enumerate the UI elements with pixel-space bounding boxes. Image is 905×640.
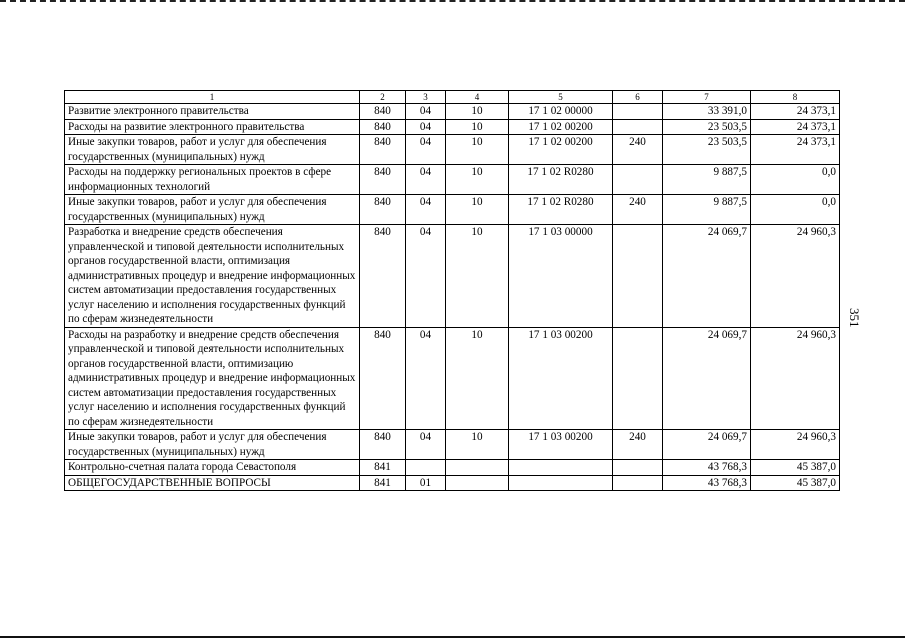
col3-cell: 04 — [406, 327, 446, 430]
col2-cell: 840 — [360, 165, 406, 195]
col8-cell: 24 960,3 — [751, 327, 840, 430]
col3-cell: 04 — [406, 104, 446, 120]
col6-cell — [613, 475, 663, 491]
col5-cell: 17 1 03 00200 — [509, 327, 613, 430]
col2-cell: 840 — [360, 195, 406, 225]
col4-cell — [446, 475, 509, 491]
col4-cell: 10 — [446, 195, 509, 225]
table-row — [65, 119, 840, 135]
col5-cell: 17 1 02 R0280 — [509, 195, 613, 225]
col8-cell: 24 373,1 — [751, 119, 840, 135]
col8-cell: 45 387,0 — [751, 475, 840, 491]
table-row — [65, 225, 840, 328]
col2-cell: 841 — [360, 475, 406, 491]
col6-cell: 240 — [613, 135, 663, 165]
col8-cell: 0,0 — [751, 195, 840, 225]
col2-cell: 840 — [360, 327, 406, 430]
row-name: Иные закупки товаров, работ и услуг для обеспечения государственных (муниципальных) нужд — [65, 195, 360, 225]
col2-cell: 840 — [360, 135, 406, 165]
budget-table — [64, 90, 840, 491]
column-header: 2 — [360, 91, 406, 104]
column-header: 5 — [509, 91, 613, 104]
col5-cell: 17 1 02 00000 — [509, 104, 613, 120]
col5-cell: 17 1 02 00200 — [509, 119, 613, 135]
table-row — [65, 195, 840, 225]
col7-cell: 43 768,3 — [663, 475, 751, 491]
col3-cell: 04 — [406, 225, 446, 328]
page-number: 351 — [847, 308, 862, 328]
col4-cell: 10 — [446, 225, 509, 328]
table-row — [65, 430, 840, 460]
col6-cell: 240 — [613, 430, 663, 460]
col7-cell: 23 503,5 — [663, 119, 751, 135]
row-name: Развитие электронного правительства — [65, 104, 360, 120]
col3-cell: 04 — [406, 135, 446, 165]
col5-cell: 17 1 03 00200 — [509, 430, 613, 460]
col6-cell — [613, 327, 663, 430]
scan-edge-top — [0, 0, 905, 5]
column-header: 7 — [663, 91, 751, 104]
table-row — [65, 165, 840, 195]
col7-cell: 9 887,5 — [663, 165, 751, 195]
table-row — [65, 327, 840, 430]
col8-cell: 24 960,3 — [751, 225, 840, 328]
col5-cell: 17 1 02 00200 — [509, 135, 613, 165]
column-header: 1 — [65, 91, 360, 104]
row-name: Расходы на развитие электронного правительства — [65, 119, 360, 135]
col4-cell — [446, 460, 509, 476]
col2-cell: 840 — [360, 104, 406, 120]
table-row — [65, 135, 840, 165]
column-header: 4 — [446, 91, 509, 104]
col4-cell: 10 — [446, 327, 509, 430]
col3-cell: 04 — [406, 195, 446, 225]
col5-cell — [509, 460, 613, 476]
col8-cell: 24 373,1 — [751, 135, 840, 165]
table-row — [65, 460, 840, 476]
row-name: Контрольно-счетная палата города Севастополя — [65, 460, 360, 476]
col8-cell: 24 960,3 — [751, 430, 840, 460]
col2-cell: 840 — [360, 225, 406, 328]
row-name: Иные закупки товаров, работ и услуг для обеспечения государственных (муниципальных) нужд — [65, 430, 360, 460]
col4-cell: 10 — [446, 135, 509, 165]
col7-cell: 24 069,7 — [663, 430, 751, 460]
row-name: Иные закупки товаров, работ и услуг для обеспечения государственных (муниципальных) нужд — [65, 135, 360, 165]
col7-cell: 43 768,3 — [663, 460, 751, 476]
table-row — [65, 475, 840, 491]
col4-cell: 10 — [446, 119, 509, 135]
col7-cell: 24 069,7 — [663, 327, 751, 430]
col3-cell: 04 — [406, 119, 446, 135]
col8-cell: 45 387,0 — [751, 460, 840, 476]
column-header: 8 — [751, 91, 840, 104]
scan-edge-bottom — [0, 636, 905, 638]
col8-cell: 0,0 — [751, 165, 840, 195]
col4-cell: 10 — [446, 104, 509, 120]
row-name: Разработка и внедрение средств обеспечения управленческой и типовой деятельности исполнительных органов государственной власти, оптимизация административных процедур и внедрение информационных систем автоматизации предоставления государственных услуг населению и исполнения государственных функций по сферам жизнедеятельности — [65, 225, 360, 328]
row-name: Расходы на поддержку региональных проектов в сфере информационных технологий — [65, 165, 360, 195]
col7-cell: 24 069,7 — [663, 225, 751, 328]
col7-cell: 23 503,5 — [663, 135, 751, 165]
col4-cell: 10 — [446, 165, 509, 195]
col6-cell — [613, 104, 663, 120]
col5-cell: 17 1 02 R0280 — [509, 165, 613, 195]
col8-cell: 24 373,1 — [751, 104, 840, 120]
col7-cell: 9 887,5 — [663, 195, 751, 225]
col2-cell: 841 — [360, 460, 406, 476]
row-name: Расходы на разработку и внедрение средств обеспечения управленческой и типовой деятельности исполнительных органов государственной власти, оптимизацию административных процедур и внедрение информационных систем автоматизации предоставления государственных услуг населению и исполнения государственных функций по сферам жизнедеятельности — [65, 327, 360, 430]
col6-cell — [613, 165, 663, 195]
col6-cell — [613, 119, 663, 135]
row-name: ОБЩЕГОСУДАРСТВЕННЫЕ ВОПРОСЫ — [65, 475, 360, 491]
column-header: 6 — [613, 91, 663, 104]
col6-cell: 240 — [613, 195, 663, 225]
col3-cell: 04 — [406, 430, 446, 460]
col2-cell: 840 — [360, 430, 406, 460]
col5-cell: 17 1 03 00000 — [509, 225, 613, 328]
col3-cell — [406, 460, 446, 476]
col4-cell: 10 — [446, 430, 509, 460]
col2-cell: 840 — [360, 119, 406, 135]
col5-cell — [509, 475, 613, 491]
header-row — [65, 91, 840, 104]
col3-cell: 01 — [406, 475, 446, 491]
col3-cell: 04 — [406, 165, 446, 195]
table-row — [65, 104, 840, 120]
col6-cell — [613, 225, 663, 328]
col7-cell: 33 391,0 — [663, 104, 751, 120]
column-header: 3 — [406, 91, 446, 104]
col6-cell — [613, 460, 663, 476]
